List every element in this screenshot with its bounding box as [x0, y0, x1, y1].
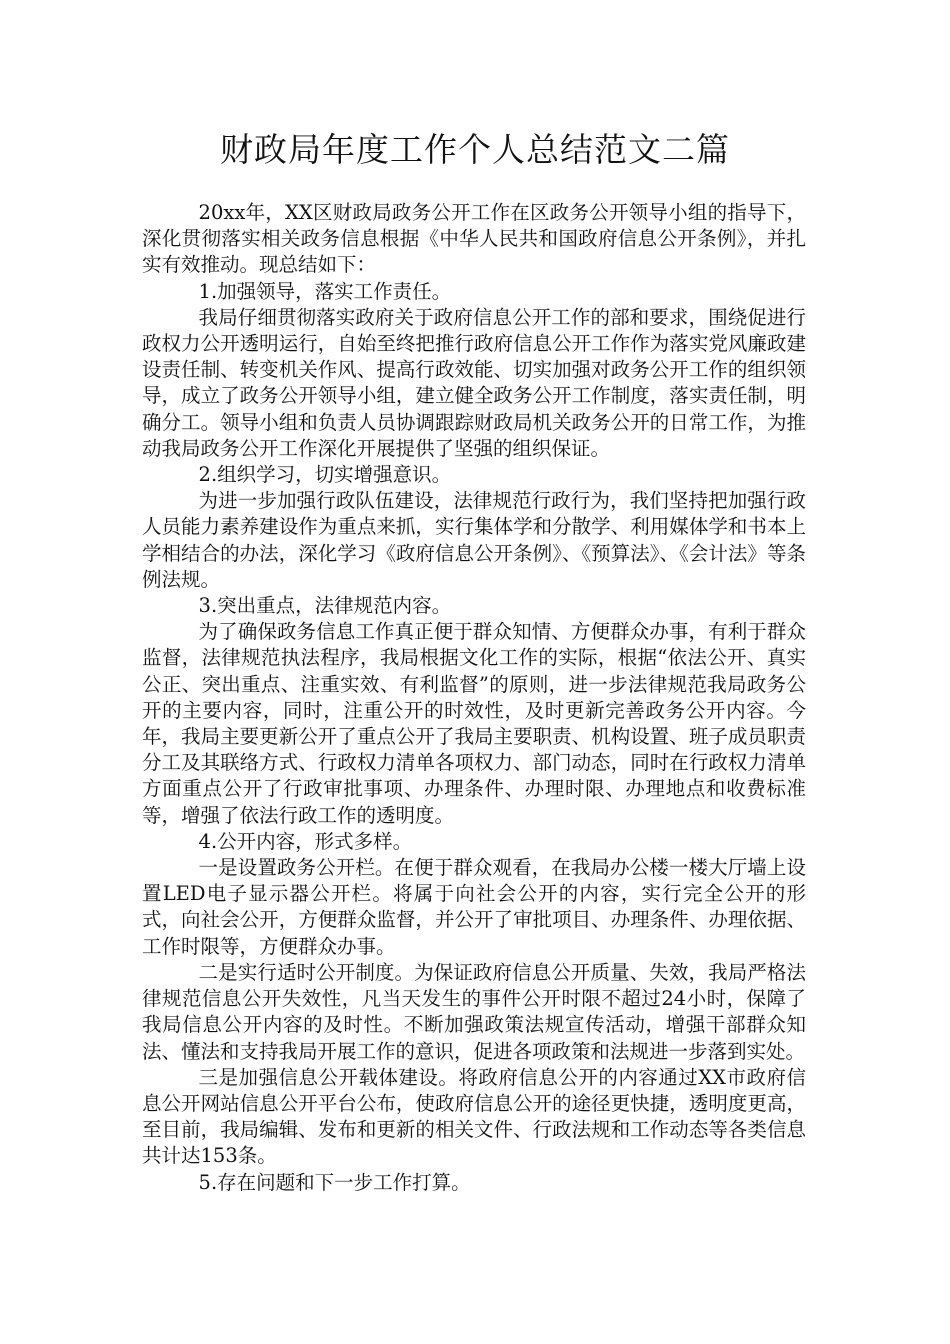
heading-1: 1.加强领导，落实工作责任。 [198, 279, 452, 303]
paragraph-3: 为了确保政务信息工作真正便于群众知情、方便群众办事，有利于群众监督，法律规范执法程序，我局根据文化工作的实际，根据“依法公开、真实公正、突出重点、注重实效、有利监督”的原则，进一步法律规范我局政务公开的主要内容，同时，注重公开的时效性，及时更新完善政务公开内容。今年，我局主要更新公开了重点公开了我局主要职责、机构设置、班子成员职责分工及其联络方式、行政权力清单各项权力、部门动态，同时在行政权力清单方面重点公开了行政审批事项、办理条件、办理时限、办理地点和收费标准等，增强了依法行政工作的透明度。 [142, 620, 806, 827]
document-title: 财政局年度工作个人总结范文二篇 [220, 130, 730, 169]
heading-4: 4.公开内容，形式多样。 [198, 829, 413, 853]
paragraph-4c: 三是加强信息公开载体建设。将政府信息公开的内容通过XX市政府信息公开网站信息公开平台公布，使政府信息公开的途径更快捷，透明度更高，至目前，我局编辑、发布和更新的相关文件、行政法规和工作动态等各类信息共计达153条。 [142, 1065, 806, 1168]
heading-2: 2.组织学习，切实增强意识。 [198, 463, 452, 487]
heading-5: 5.存在问题和下一步工作打算。 [198, 1170, 471, 1194]
document-body [142, 200, 806, 1196]
paragraph-2: 为进一步加强行政队伍建设，法律规范行政行为，我们坚持把加强行政人员能力素养建设作为重点来抓，实行集体学和分散学、利用媒体学和书本上学相结合的办法，深化学习《政府信息公开条例》、《预算法》、《会计法》等条例法规。 [142, 489, 806, 591]
heading-3: 3.突出重点，法律规范内容。 [198, 594, 452, 618]
paragraph-4b: 二是实行适时公开制度。为保证政府信息公开质量、失效，我局严格法律规范信息公开失效性，凡当天发生的事件公开时限不超过24小时，保障了我局信息公开内容的及时性。不断加强政策法规宣传活动，增强干部群众知法、懂法和支持我局开展工作的意识，促进各项政策和法规进一步落到实处。 [142, 960, 806, 1063]
paragraph-intro: 20xx年，XX区财政局政务公开工作在区政务公开领导小组的指导下，深化贯彻落实相关政务信息根据《中华人民共和国政府信息公开条例》，并扎实有效推动。现总结如下： [142, 201, 806, 277]
paragraph-1: 我局仔细贯彻落实政府关于政府信息公开工作的部和要求，围绕促进行政权力公开透明运行，自始至终把推行政府信息公开工作作为落实党风廉政建设责任制、转变机关作风、提高行政效能、切实加强对政务公开工作的组织领导，成立了政务公开领导小组，建立健全政务公开工作制度，落实责任制，明确分工。领导小组和负责人员协调跟踪财政局机关政务公开的日常工作，为推动我局政务公开工作深化开展提供了坚强的组织保证。 [142, 305, 806, 460]
paragraph-4a: 一是设置政务公开栏。在便于群众观看，在我局办公楼一楼大厅墙上设置LED电子显示器公开栏。将属于向社会公开的内容，实行完全公开的形式，向社会公开，方便群众监督，并公开了审批项目、办理条件、办理依据、工作时限等，方便群众办事。 [142, 856, 806, 958]
